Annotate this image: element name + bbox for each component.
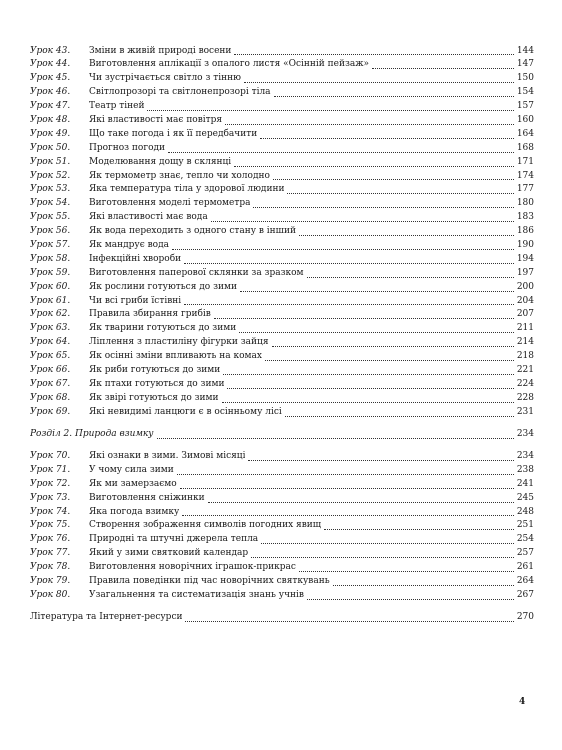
toc-dot-leader: [239, 332, 514, 333]
toc-entry-page: 224: [516, 378, 534, 389]
toc-entry-page: 180: [516, 198, 534, 209]
toc-entry-page: 214: [516, 337, 534, 348]
toc-dot-leader: [240, 291, 514, 292]
toc-entry-title: Як рослини готуються до зими: [89, 281, 237, 292]
toc-entry-lesson: Урок 72.: [30, 478, 71, 489]
toc-entry-title: Як риби готуються до зими: [89, 364, 221, 375]
toc-entry-page: 218: [516, 351, 534, 362]
toc-entry-page: 257: [516, 548, 534, 559]
toc-dot-leader: [185, 621, 513, 622]
toc-entry: [30, 406, 534, 420]
toc-entry: [30, 464, 534, 478]
toc-list-part2: [30, 450, 534, 603]
toc-dot-leader: [307, 277, 514, 278]
toc-entry: [30, 478, 534, 492]
toc-entry-page: 248: [516, 506, 534, 517]
toc-entry-lesson: Урок 54.: [30, 198, 71, 209]
toc-entry-lesson: Урок 73.: [30, 492, 71, 503]
toc-entry-lesson: Урок 64.: [30, 337, 71, 348]
toc-entry-page: 197: [516, 267, 534, 278]
toc-entry: [30, 239, 534, 253]
toc-entry-lesson: Урок 77.: [30, 548, 71, 559]
toc-entry-title: Інфекційні хвороби: [89, 253, 182, 264]
toc-entry-lesson: Урок 80.: [30, 589, 71, 600]
toc-entry-title: Як вода переходить з одного стану в інший: [89, 226, 297, 237]
toc-entry-page: 174: [516, 170, 534, 181]
page-number: 4: [519, 697, 526, 707]
toc-entry-page: 168: [516, 142, 534, 153]
toc-entry-title: Які ознаки в зими. Зимові місяці: [89, 450, 246, 461]
toc-entry: [30, 450, 534, 464]
toc-entry: [30, 72, 534, 86]
toc-dot-leader: [244, 82, 514, 83]
toc-entry-lesson: Урок 61.: [30, 295, 71, 306]
toc-entry-page: 186: [516, 226, 534, 237]
toc-dot-leader: [285, 416, 514, 417]
toc-entry-title: Як мандрує вода: [89, 239, 170, 250]
toc-entry-title: Театр тіней: [89, 101, 145, 112]
toc-dot-leader: [223, 374, 514, 375]
toc-entry-page: 241: [516, 478, 534, 489]
toc-dot-leader: [177, 474, 514, 475]
toc-entry: [30, 561, 534, 575]
toc-entry-page: 204: [516, 295, 534, 306]
toc-entry: [30, 492, 534, 506]
toc-entry-title: Світлопрозорі та світлонепрозорі тіла: [89, 87, 271, 98]
toc-entry-lesson: Урок 67.: [30, 378, 71, 389]
toc-entry-title: Природні та штучні джерела тепла: [89, 534, 259, 545]
toc-entry-page: 150: [516, 73, 534, 84]
toc-entry-title: Виготовлення моделі термометра: [89, 198, 251, 209]
toc-entry-page: 264: [516, 575, 534, 586]
toc-entry-title: Як ми замерзаємо: [89, 478, 177, 489]
toc-dot-leader: [253, 207, 513, 208]
toc-entry-lesson: Урок 66.: [30, 364, 71, 375]
toc-dot-leader: [234, 54, 513, 55]
toc-entry-title: Правила поведінки під час новорічних святкувань: [89, 575, 330, 586]
toc-entry-lesson: Урок 60.: [30, 281, 71, 292]
toc-entry-title: Чи зустрічається світло з тінню: [89, 73, 241, 84]
toc-entry-title: Які властивості має повітря: [89, 114, 223, 125]
toc-dot-leader: [251, 557, 514, 558]
toc-entry: [30, 225, 534, 239]
toc-entry-page: 251: [516, 520, 534, 531]
toc-entry-title: Як термометр знає, тепло чи холодно: [89, 170, 270, 181]
toc-entry-lesson: Урок 49.: [30, 128, 71, 139]
toc-dot-leader: [248, 460, 513, 461]
toc-dot-leader: [147, 110, 513, 111]
toc-entry-lesson: Урок 78.: [30, 562, 71, 573]
toc-entry: [30, 170, 534, 184]
toc-entry: [30, 114, 534, 128]
toc-entry: [30, 142, 534, 156]
toc-entry-page: 267: [516, 589, 534, 600]
toc-entry-title: Яка погода взимку: [89, 506, 180, 517]
toc-entry-page: 221: [516, 364, 534, 375]
toc-entry: [30, 392, 534, 406]
toc-dot-leader: [265, 360, 514, 361]
toc-entry-lesson: Урок 79.: [30, 575, 71, 586]
toc-entry: [30, 575, 534, 589]
toc-entry: [30, 519, 534, 533]
toc-dot-leader: [333, 585, 514, 586]
toc-entry-title: Які невидимі ланцюги є в осінньому лісі: [89, 406, 282, 417]
toc-entry: [30, 211, 534, 225]
toc-entry: [30, 364, 534, 378]
toc-entry-lesson: Урок 43.: [30, 45, 71, 56]
toc-entry: [30, 295, 534, 309]
toc-entry-title: Чи всі гриби їстівні: [89, 295, 182, 306]
toc-entry-lesson: Урок 53.: [30, 184, 71, 195]
toc-entry-title: Моделювання дощу в склянці: [89, 156, 232, 167]
toc-entry-title: Як звірі готуються до зими: [89, 392, 219, 403]
toc-entry-lesson: Урок 48.: [30, 114, 71, 125]
toc-dot-leader: [307, 599, 514, 600]
toc-entry-page: 228: [516, 392, 534, 403]
toc-entry-page: 207: [516, 309, 534, 320]
toc-entry-title: Яка температура тіла у здорової людини: [89, 184, 285, 195]
toc-entry-lesson: Урок 47.: [30, 101, 71, 112]
toc-entry: [30, 350, 534, 364]
toc-entry-lesson: Урок 50.: [30, 142, 71, 153]
toc-entry-page: 245: [516, 492, 534, 503]
toc-entry: [30, 128, 534, 142]
toc-entry-lesson: Урок 57.: [30, 239, 71, 250]
toc-entry: [30, 45, 534, 59]
toc-entry-lesson: Урок 71.: [30, 464, 71, 475]
toc-entry: [30, 533, 534, 547]
toc-dot-leader: [172, 249, 514, 250]
toc-entry: [30, 378, 534, 392]
toc-entry-lesson: Урок 55.: [30, 212, 71, 223]
toc-entry: [30, 86, 534, 100]
toc-dot-leader: [299, 571, 514, 572]
toc-entry-lesson: Урок 51.: [30, 156, 71, 167]
toc-entry-lesson: Урок 45.: [30, 73, 71, 84]
toc-entry: [30, 322, 534, 336]
toc-entry: [30, 547, 534, 561]
toc-entry: [30, 58, 534, 72]
toc-dot-leader: [274, 96, 514, 97]
toc-entry-lesson: Урок 56.: [30, 226, 71, 237]
toc-entry-title: Ліплення з пластиліну фігурки зайця: [89, 337, 269, 348]
toc-entry-lesson: Урок 74.: [30, 506, 71, 517]
toc-dot-leader: [184, 304, 514, 305]
toc-dot-leader: [208, 502, 514, 503]
toc-entry: [30, 281, 534, 295]
toc-section-heading: [30, 428, 534, 442]
toc-entry-title: Узагальнення та систематизація знань учнів: [89, 589, 304, 600]
toc-dot-leader: [234, 166, 514, 167]
toc-entry-title: Зміни в живій природі восени: [89, 45, 232, 56]
toc-entry: [30, 336, 534, 350]
toc-dot-leader: [299, 235, 514, 236]
toc-entry-title: Як птахи готуються до зими: [89, 378, 225, 389]
toc-entry-page: 254: [516, 534, 534, 545]
toc-section-title: Розділ 2. Природа взимку: [30, 429, 154, 440]
toc-dot-leader: [227, 388, 513, 389]
toc-dot-leader: [211, 221, 514, 222]
toc-entry-page: 157: [516, 101, 534, 112]
toc-entry: [30, 506, 534, 520]
toc-dot-leader: [222, 402, 514, 403]
toc-entry-page: 160: [516, 114, 534, 125]
toc-entry-title: Створення зображення символів погодних явищ: [89, 520, 322, 531]
toc-entry: [30, 589, 534, 603]
toc-entry-page: 194: [516, 253, 534, 264]
toc-entry-lesson: Урок 46.: [30, 87, 71, 98]
toc-literature-row: [30, 611, 534, 625]
toc-section-page: 234: [516, 429, 534, 440]
toc-entry-title: Що таке погода і як її передбачити: [89, 128, 258, 139]
toc-dot-leader: [184, 263, 514, 264]
toc-entry-title: Як тварини готуються до зими: [89, 323, 237, 334]
toc-entry-page: 177: [516, 184, 534, 195]
toc-entry-lesson: Урок 58.: [30, 253, 71, 264]
toc-entry-lesson: Урок 70.: [30, 450, 71, 461]
toc-dot-leader: [225, 124, 514, 125]
toc-entry: [30, 156, 534, 170]
toc-entry-title: Виготовлення сніжинки: [89, 492, 205, 503]
toc-entry: [30, 197, 534, 211]
toc-entry-page: 144: [516, 45, 534, 56]
toc-dot-leader: [372, 68, 514, 69]
toc-entry-title: Який у зими святковий календар: [89, 548, 249, 559]
toc-entry-title: Виготовлення паперової склянки за зразком: [89, 267, 304, 278]
toc-entry: [30, 267, 534, 281]
toc-dot-leader: [273, 179, 514, 180]
toc-literature-title: Література та Інтернет-ресурси: [30, 611, 183, 622]
toc-dot-leader: [272, 346, 514, 347]
toc-dot-leader: [180, 488, 514, 489]
toc-entry-title: Як осінні зміни впливають на комах: [89, 351, 262, 362]
toc-entry-lesson: Урок 59.: [30, 267, 71, 278]
toc-entry-page: 147: [516, 59, 534, 70]
toc-entry-title: У чому сила зими: [89, 464, 174, 475]
toc-entry-lesson: Урок 62.: [30, 309, 71, 320]
table-of-contents: [30, 45, 534, 625]
toc-dot-leader: [182, 515, 513, 516]
toc-entry-page: 200: [516, 281, 534, 292]
toc-entry-page: 261: [516, 562, 534, 573]
toc-literature-page: 270: [516, 611, 534, 622]
toc-entry-lesson: Урок 63.: [30, 323, 71, 334]
toc-entry-lesson: Урок 76.: [30, 534, 71, 545]
toc-dot-leader: [168, 152, 514, 153]
toc-entry-page: 231: [516, 406, 534, 417]
toc-entry-lesson: Урок 68.: [30, 392, 71, 403]
toc-entry: [30, 183, 534, 197]
toc-entry-title: Виготовлення аплікації з опалого листя «Осінній пейзаж»: [89, 59, 370, 70]
toc-entry: [30, 308, 534, 322]
toc-entry-title: Які властивості має вода: [89, 212, 208, 223]
toc-dot-leader: [214, 318, 514, 319]
toc-entry-page: 234: [516, 450, 534, 461]
toc-entry-lesson: Урок 69.: [30, 406, 71, 417]
toc-entry-page: 164: [516, 128, 534, 139]
toc-entry-page: 183: [516, 212, 534, 223]
toc-list-part1: [30, 45, 534, 420]
toc-dot-leader: [157, 438, 514, 439]
toc-entry-lesson: Урок 75.: [30, 520, 71, 531]
toc-dot-leader: [324, 529, 514, 530]
toc-entry-lesson: Урок 65.: [30, 351, 71, 362]
toc-dot-leader: [287, 193, 513, 194]
toc-entry-page: 190: [516, 239, 534, 250]
toc-entry: [30, 100, 534, 114]
toc-entry-title: Правила збирання грибів: [89, 309, 211, 320]
toc-entry-page: 171: [516, 156, 534, 167]
toc-entry-title: Виготовлення новорічних іграшок-прикрас: [89, 562, 296, 573]
toc-entry-lesson: Урок 44.: [30, 59, 71, 70]
toc-entry-lesson: Урок 52.: [30, 170, 71, 181]
toc-entry: [30, 253, 534, 267]
toc-entry-page: 238: [516, 464, 534, 475]
toc-entry-title: Прогноз погоди: [89, 142, 166, 153]
toc-dot-leader: [261, 543, 514, 544]
toc-entry-page: 154: [516, 87, 534, 98]
toc-entry-page: 211: [516, 323, 534, 334]
toc-dot-leader: [260, 138, 514, 139]
